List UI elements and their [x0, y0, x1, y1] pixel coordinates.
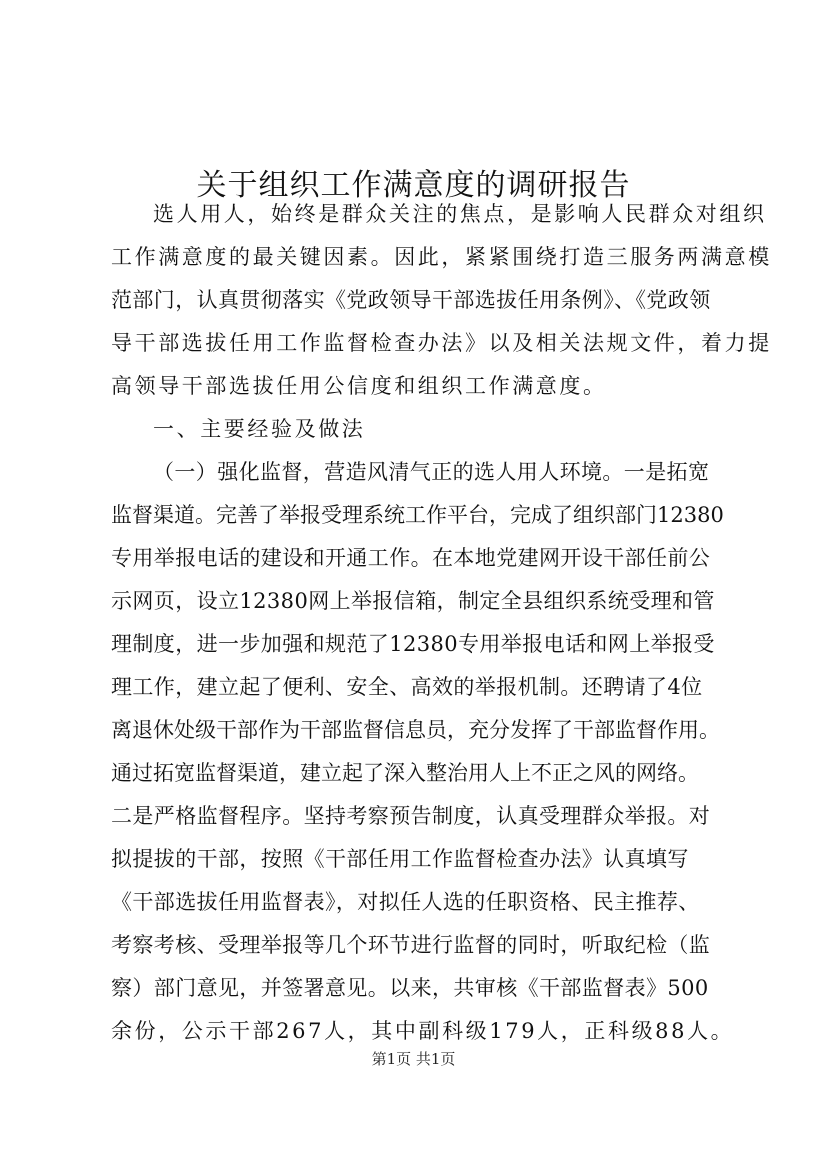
paragraph-line: 导干部选拔任用工作监督检查办法》以及相关法规文件，着力提	[111, 331, 772, 355]
paragraph-line: 通过拓宽监督渠道，建立起了深入整治用人上不正之风的网络。	[111, 761, 699, 785]
paragraph-line: 工作满意度的最关键因素。因此，紧紧围绕打造三服务两满意模	[111, 245, 772, 269]
paragraph-line: 理制度，进一步加强和规范了12380专用举报电话和网上举报受	[111, 632, 715, 656]
document-body	[111, 193, 791, 1053]
paragraph-line: 二是严格监督程序。坚持考察预告制度，认真受理群众举报。对	[111, 804, 711, 828]
paragraph-line: 《干部选拔任用监督表》，对拟任人选的任职资格、民主推荐、	[111, 890, 700, 914]
paragraph-line: 示网页，设立12380网上举报信箱，制定全县组织系统受理和管	[111, 589, 715, 613]
paragraph-line: 理工作，建立起了便利、安全、高效的举报机制。还聘请了4位	[111, 675, 703, 699]
paragraph-line: 范部门，认真贯彻落实《党政领导干部选拔任用条例》、《党政领	[111, 288, 711, 312]
section-heading: 一、主要经验及做法	[153, 417, 366, 441]
page-footer: 第1页 共1页	[371, 1050, 456, 1068]
paragraph-line: 离退休处级干部作为干部监督信息员，充分发挥了干部监督作用。	[111, 718, 720, 742]
paragraph-line: 高领导干部选拔任用公信度和组织工作满意度。	[111, 374, 607, 398]
paragraph-line: 拟提拔的干部，按照《干部任用工作监督检查办法》认真填写	[111, 847, 689, 871]
paragraph-line: 考察考核、受理举报等几个环节进行监督的同时，听取纪检（监	[111, 933, 711, 957]
paragraph-line: 监督渠道。完善了举报受理系统工作平台，完成了组织部门12380	[111, 503, 724, 527]
paragraph-line: 察）部门意见，并签署意见。以来，共审核《干部监督表》500	[111, 976, 709, 1000]
paragraph-line: （一）强化监督，营造风清气正的选人用人环境。一是拓宽	[153, 460, 710, 484]
paragraph-line: 专用举报电话的建设和开通工作。在本地党建网开设干部任前公	[111, 546, 711, 570]
paragraph-line: 余份，公示干部267人，其中副科级179人，正科级88人。	[111, 1019, 735, 1043]
document-title: 关于组织工作满意度的调研报告	[196, 168, 631, 204]
paragraph-line: 选人用人，始终是群众关注的焦点，是影响人民群众对组织	[153, 202, 767, 226]
